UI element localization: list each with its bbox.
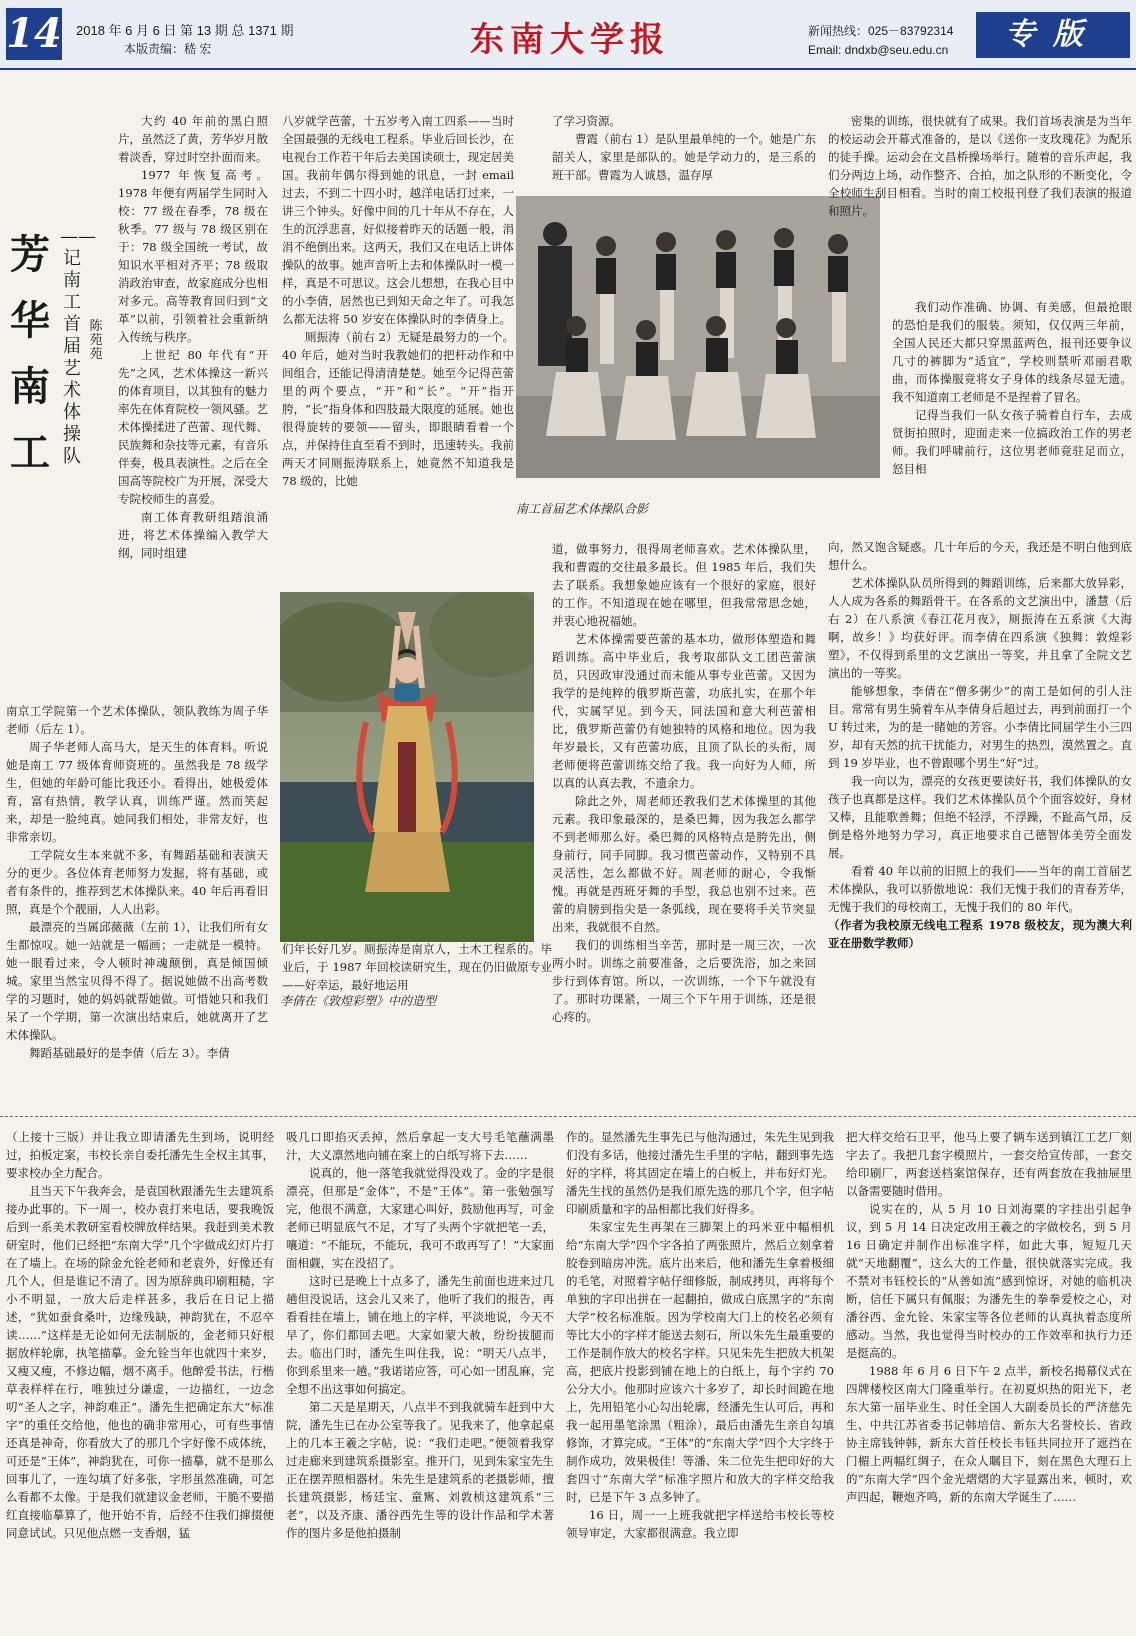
paragraph: 们年长好几岁。厕振涛是南京人，土木工程系的。毕业后，于 1987 年回校读研究生，现在仍旧做原专业——好幸运，最好地运用: [282, 942, 552, 992]
newspaper-logo: 东南大学报: [470, 20, 670, 60]
contact-email: Email: dndxb@seu.edu.cn: [808, 43, 949, 57]
paragraph: 说真的，他一落笔我就觉得没戏了。金的字是很漂亮，但那是“金体”，不是“王体”。第一张勉强写完，他很不满意，大家建心叫好，鼓励他再写，可金老师已明显底气不足，才写了头两个字就把笔一丢，嚷道：“不能玩，不能玩，我可不敢再写了！”大家面面相觑，实在没招了。: [286, 1166, 554, 1270]
paragraph: 道，做事努力，很得周老师喜欢。艺术体操队里，我和曹霞的交往最多最长。但 1985 年后，我们失去了联系。我想象她应该有一个很好的家庭，很好的工作。不知道现在她在哪里，但我常常思念她，并衷心地祝福她。: [552, 542, 816, 628]
paragraph: 工学院女生本来就不多，有舞蹈基础和表演天分的更少。各位体育老师努力发掘，将有基础，或者有条件的，推荐到艺术体操队来。40 年后再看旧照，真是个个靓丽，人人出彩。: [6, 848, 268, 916]
paragraph: 艺术体操队队员所得到的舞蹈训练，后来都大放异彩，人人成为各系的舞蹈骨干。在各系的文艺演出中，潘慧（后右 2）在八系演《春江花月夜》，厕振涛在五系演《大海啊，故乡！》均获好评。而李倩在四系演《独舞：敦煌彩塑》，不仅得到系里的文艺演出一等奖，并且拿了全院文艺演出的一等奖。: [828, 576, 1132, 680]
paragraph: 舞蹈基础最好的是李倩（后左 3）。李倩: [29, 1046, 230, 1060]
article-column-b: [282, 112, 514, 576]
paragraph: 说实在的，从 5 月 10 日刘海粟的字挂出引起争议，到 5 月 14 日决定改用王羲之的字做校名，到 5 月 16 日确定并制作出标准字样，如此大事，短短几天就“天地翻覆”，这么大的工作量，很快就落实完成。我不禁对韦钰校长的“从善如流”感到惊讶，对她的临机决断，信任下属只有佩服；为潘先生的拳拳爱校之心，对潘谷西、金允铨、朱家宝等各位老师的认真执着态度所感动。当然，我也觉得当时校办的工作效率和执行力还是挺高的。: [846, 1202, 1132, 1360]
continued-column-1: [6, 1128, 274, 1628]
title-char: 南: [10, 363, 50, 410]
paragraph: 16 日，周一一上班我就把字样送给韦校长等校领导审定，大家都很满意。我立即: [566, 1508, 834, 1540]
title-char: 芳: [10, 231, 50, 278]
paragraph: 上世纪 80 年代有“开先”之风，艺术体操这一新兴的体育项目，以其独有的魅力率先在体育院校一领风骚。艺术体操揉进了芭蕾、现代舞、民族舞和杂技等元素，有音乐伴奏，极具表演性。之后在全国高等院校广为开展，深受大专院校师生的喜爱。: [118, 348, 268, 506]
paragraph: 第二天是星期天，八点半不到我就骑车赶到中大院，潘先生已在办公室等我了。见我来了，他拿起桌上的几本王羲之字帖，说：“我们走吧。”便领着我穿过走廊来到建筑系摄影室。推开门，见到朱家宝先生正在摆弄照相器材。朱先生是建筑系的老摄影师，擅长建筑摄影，杨廷宝、童寯、刘敦桢这建筑系“三老”，以及齐康、潘谷西先生等的设计作品和学术著作的图片多是他拍摄制: [286, 1400, 554, 1540]
paragraph: 除此之外，周老师还教我们艺术体操里的其他元素。我印象最深的，是桑巴舞，因为我怎么都学不到老师那么好。桑巴舞的风格特点是胯先出，侧身前行，同手同脚。我习惯芭蕾动作，又特别不具灵活性，怎么都做不好。周老师的耐心，令我惭愧。再就是西班牙舞的手型，我总也别不过来。芭蕾的肩膀到指尖是一条弧线，现在要将手关节突显出来，我就很不自然。: [552, 794, 816, 934]
continued-column-4: [846, 1128, 1132, 1628]
section-divider: [0, 1116, 1136, 1117]
paragraph: 我们的训练相当辛苦，那时是一周三次，一次两小时。训练之前要准备，之后要洗浴，加之来回步行到体育馆。所以，一次训练，一个下午就没有了。那时功课紧，一周三个下午用于训练，还是很心疼的。: [552, 938, 816, 1024]
article-column-b-lower: [282, 940, 552, 1090]
dancer-photo: [280, 592, 534, 942]
paragraph: 我们动作准确、协调、有美感，但最抢眼的恐怕是我们的服装。须知，仅仅两三年前，全国人民还大都只穿黑蓝两色，报刊还要争议几寸的裤脚为“适宜”，学校则禁听邓丽君歌曲，而体操服竟将女子身体的线条尽显无遗。我不知道南工老师是不是捏着了冒名。: [892, 300, 1132, 404]
dateline: 2018 年 6 月 6 日 第 13 期 总 1371 期: [76, 23, 294, 38]
author-note: （作者为我校原无线电工程系 1978 级校友，现为澳大利亚在册数学教师）: [828, 918, 1132, 950]
dancer-photo-illustration: [280, 592, 534, 942]
group-photo-caption: 南工首届艺术体操队合影: [516, 502, 649, 516]
section-tag: 专版: [976, 12, 1130, 58]
group-photo-illustration: [516, 196, 880, 478]
article-author: 陈苑苑: [89, 319, 103, 362]
paragraph: 1988 年 6 月 6 日下午 2 点半，新校名揭幕仪式在四牌楼校区南大门隆重举行。在初夏炽热的阳光下，老东大第一届毕业生、时任全国人大副委员长的严济慈先生、中共江苏省委书记韩培信、新东大名誉校长、省政协主席钱钟韩，新东大首任校长韦钰共同拉开了遮挡在门楣上两幅红绸子，在众人瞩目下，刻在黑色大理石上的“东南大学”四个金光熠熠的大字显露出来，顿时，欢声四起，鞭炮齐鸣，新的东南大学诞生了……: [846, 1364, 1132, 1504]
paragraph: 厕振涛（前右 2）无疑是最努力的一个。40 年后，她对当时我教她们的把杆动作和中间组合，还能记得清清楚楚。她至今记得芭蕾里的两个要点，“开”和“长”。“开”指开胯，“长”指身体和四肢最大限度的延展。她也很得旋转的要领——留头，即眼睛看着一个点，并保持住直至看不到时，迅速转头。我前两天才同厕振涛联系上，她竟然不知道我是 78 级的，比她: [282, 330, 514, 488]
paragraph: 这时已是晚上十点多了，潘先生前面也进来过几趟但没说话，这会儿又来了，他听了我们的报告，再看看挂在墙上，铺在地上的字样，平淡地说，今天不早了，你们都回去吧。大家如蒙大赦，纷纷拔腿而去。临出门时，潘先生叫住我，说：“明天八点半，你到系里来一趟。”我诺诺应答，可心如一团乱麻，完全想不出这事如何搞定。: [286, 1274, 554, 1396]
article-column-a: [118, 112, 268, 702]
paragraph: 南工体育教研组踏浪涌进，将艺术体操编入教学大纲，同时组建: [118, 510, 268, 560]
paragraph: 密集的训练，很快就有了成果。我们首场表演是为当年的校运动会开幕式准备的，是以《送你一支玫瑰花》为配乐的徒手操。运动会在文昌桥操场举行。随着的音乐声起，我们分两边上场，动作整齐、合拍，加之队形的不断变化，令全校师生刮目相看。当时的南工校报刊登了我们表演的报道和照片。: [828, 114, 1132, 218]
page-number: 14: [6, 8, 62, 60]
title-char: 华: [10, 297, 50, 344]
title-char: 工: [10, 429, 50, 476]
article-subtitle: ——记南工首届艺术体操队: [60, 226, 96, 467]
paragraph: 把大样交给石卫平，他马上要了辆车送到镇江工艺厂刻字去了。我把几套字模照片，一套交给宣传部，一套交给印刷厂，两套送档案馆保存，还有两套放在我抽屉里以备需要随时借用。: [846, 1130, 1132, 1198]
paragraph: 看着 40 年以前的旧照上的我们——当年的南工首届艺术体操队，我可以骄傲地说：我们无愧于我们的青春芳华，无愧于我们的母校南工，无愧于我们的 80 年代。: [828, 864, 1132, 914]
paragraph: 吸几口即掐灭丢掉，然后拿起一支大号毛笔蘸满墨汁，大义凛然地向铺在案上的白纸写将下去……: [286, 1130, 554, 1162]
masthead: [0, 0, 1136, 70]
paragraph: 我一向以为，漂亮的女孩更要读好书，我们体操队的女孩子也真都是这样。我们艺术体操队员个个面容姣好，身材又棒，且能歌善舞；但绝不轻浮，不浮躁，不趾高气昂，反倒是格外地努力学习，真正地要求自己德智体美劳全面发展。: [828, 774, 1132, 860]
paragraph: 周子华老师人高马大，是天生的体育料。听说她是南工 77 级体育师资班的。虽然我是 78 级学生，但她的年龄可能比我还小。看得出，她极爱体育，富有热情，教学认真，训练严谨。然而笑起来，却是一脸纯真。她同我们相处，非常友好，也非常亲切。: [6, 740, 268, 844]
article-column-a-lower: [6, 702, 268, 1088]
continued-column-3: [566, 1128, 834, 1628]
paragraph: 南京工学院第一个艺术体操队，领队教练为周子华老师（后左 1）。: [6, 704, 268, 736]
paragraph: 记得当我们一队女孩子骑着自行车，去成贤街拍照时，迎面走来一位搞政治工作的男老师。我们呼啸前行，这位男老师竟驻足而立，怒目相: [892, 408, 1132, 476]
paragraph: 艺术体操需要芭蕾的基本功，做形体塑造和舞蹈训练。高中毕业后，我考取部队文工团芭蕾演员，只因政审没通过而未能从事专业芭蕾。又因为我学的是纯粹的俄罗斯芭蕾，功底扎实，在那个年代，实属罕见。到今天，同法国和意大利芭蕾相比，俄罗斯芭蕾仍有她独特的风格和地位。因为我年岁最长，又有芭蕾功底，且顶了队长的头衔，周老师便将芭蕾训练交给了我。我一向好为人师，所以真的认真去教，不遗余力。: [552, 632, 816, 790]
paragraph: 1977 年恢复高考。1978 年便有两届学生同时入校：77 级在春季，78 级在秋季。77 级与 78 级区别在于：78 级全国统一考试，故知识水平相对齐平；78 级取消政治审查，故家庭成分也相对多元。高等教育回归到“文革”以前，引领着社会重新纳入传统与秩序。: [118, 168, 268, 344]
article-title: [10, 222, 50, 486]
editor-credit: 本版责编：嵇 宏: [124, 42, 212, 56]
paragraph: 能够想象，李倩在“僧多粥少”的南工是如何的引人注目。常常有男生骑着车从李倩身后超过去，再到前面打一个 U 转过来，为的是一睹她的芳容。小李倩比同届学生小三四岁，却有天然的抗干扰能力，对男生的热烈，漠然置之。直到 19 岁毕业，也不曾跟哪个男生“好”过。: [828, 684, 1132, 770]
article-column-c: [552, 540, 816, 1090]
paragraph: 曹霞（前右 1）是队里最单纯的一个。她是广东韶关人，家里是部队的。她是学动力的，是三系的班干部。曹霞为人诚恳，温存厚: [552, 132, 816, 182]
paragraph: 八岁就学芭蕾，十五岁考入南工四系——当时全国最强的无线电工程系。毕业后回长沙，在电视台工作若干年后去美国读硕士，现定居美国。我前年偶尔得到她的讯息，一封 email 过去，不到二十四小时，越洋电话打过来，一讲三个钟头。好像中间的几十年从不存在，人生的沉浮悲喜，好似接着昨天的话题一般，涓涓不绝倒出来。这两天，我们又在电话上讲体操队的故事。她声音听上去和体操队时一模一样，真是不可思议。这会儿想想，在我心目中的小李倩，居然也已到知天命之年了。可我怎么都无法将 50 岁安在体操队时的李倩身上。: [282, 114, 514, 326]
group-photo: [516, 196, 880, 478]
paragraph: 最漂亮的当属邱薇薇（左前 1），让我们所有女生都惊叹。她一站就是一幅画；一走就是一模特。她一眼看过来，令人顿时神魂颠倒，真是倾国倾城。家里当然宝贝得不得了。据说她做不出高考数学的习题时，她的妈妈就帮她做。可惜她只和我们呆了一个学期，第一次演出结束后，她就离开了艺术体操队。: [6, 920, 268, 1042]
paragraph: 朱家宝先生再架在三脚架上的玛米亚中幅相机给“东南大学”四个字各拍了两张照片，然后立刻拿着胶卷到暗房冲洗。底片出来后，他和潘先生拿着极细的毛笔，对照着字帖仔细修版，制成拷贝，再将每个单独的字印出拼在一起翻拍，做成白底黑字的“东南大学”校名标准版。因为学校南大门上的校名必须有等比大小的字样才能送去刻石，所以朱先生最重要的工作是制作放大的校名字样。只见朱先生把放大机架高，把底片投影到铺在地上的白纸上，每个字约 70 公分大小。他那时应该六十多岁了，却长时间跪在地上，先用铅笔小心勾出轮廓，经潘先生认可后，再和我一起用墨笔涂黑（粗涂），最后由潘先生亲自勾填修饰，才算完成。“王体”的“东南大学”四个大字终于制作成功，效果极佳！等潘、朱二位先生把印好的大套四寸“东南大学”标准字照片和放大的字样交给我时，已是下午 3 点多钟了。: [566, 1220, 834, 1504]
article-column-d-narrow: [892, 298, 1132, 538]
paragraph: 了学习资源。: [552, 114, 621, 128]
paragraph: 向，然又饱含疑惑。几十年后的今天，我还是不明白他到底想什么。: [828, 540, 1132, 572]
article-column-d: [828, 538, 1132, 1090]
paragraph: （上接十三版）并让我立即请潘先生到场，说明经过，拍板定案，韦校长亲自委托潘先生全权主其事，要求校办全力配合。: [6, 1130, 274, 1180]
dancer-photo-caption: 李倩在《敦煌彩塑》中的造型: [280, 994, 437, 1008]
paragraph: 大约 40 年前的黑白照片，虽然泛了黄，芳华岁月散着淡香，穿过时空扑面而来。: [118, 114, 268, 164]
article-column-d-top: [828, 112, 1132, 298]
paragraph: 且当天下午我奔会，是袁国秋跟潘先生去建筑系接办此事的。下一周一，校办袁打来电话，要我晚饭后到一系美术教研室看校牌放样结果。我赶到美术教研室时，他们已经把“东南大学”几个字做成幻灯片打在了墙上。在场的除金允铨老师和老袁外，好像还有几个人，但是谁记不清了。因为原辞典印刷粗糙，字小不明显，一放大后走样甚多，我后在日记上描述，“犹如蚕食桑叶，边缘残缺，神韵犹在，不忍卒读……”这样是无论如何无法制版的，金老师只好根据放样轮廓，执笔描摹。金允铨当年也就四十来岁，又瘦又瘦，不修边幅，烟不离手。他醉爱书法，行楷草表样样在行，唯独过分谦虚，一边描红，一边念叨“圣人之字，神韵难正”。潘先生把确定东大“标准字”的重任交给他，他也的确非常用心，可有些事情还真是神奇，你看放大了的那几个字好像不成体统，可还是“王体”，神韵犹在，可你一描摹，就不是那么回事儿了，一连勾填了好多张，字形虽然准确，可怎么看都不太像。于是我们就建议金老师，干脆不要描红直接临摹算了，他开始不肯，后经不住我们撺掇便同意试试。只见他点燃一支香烟，猛: [6, 1184, 274, 1540]
news-hotline: 新闻热线：025－83792314: [808, 24, 954, 38]
continued-column-2: [286, 1128, 554, 1628]
article-column-c-top: [552, 112, 816, 190]
paragraph: 作的。显然潘先生事先已与他沟通过，朱先生见到我们没有多话，他接过潘先生手里的字帖，翻到事先选好的字样，将其固定在墙上的白板上，并布好灯光。潘先生找的虽然仍是我们原先选的那几个字，但字帖印刷质量和字的品相都比我们好得多。: [566, 1130, 834, 1216]
